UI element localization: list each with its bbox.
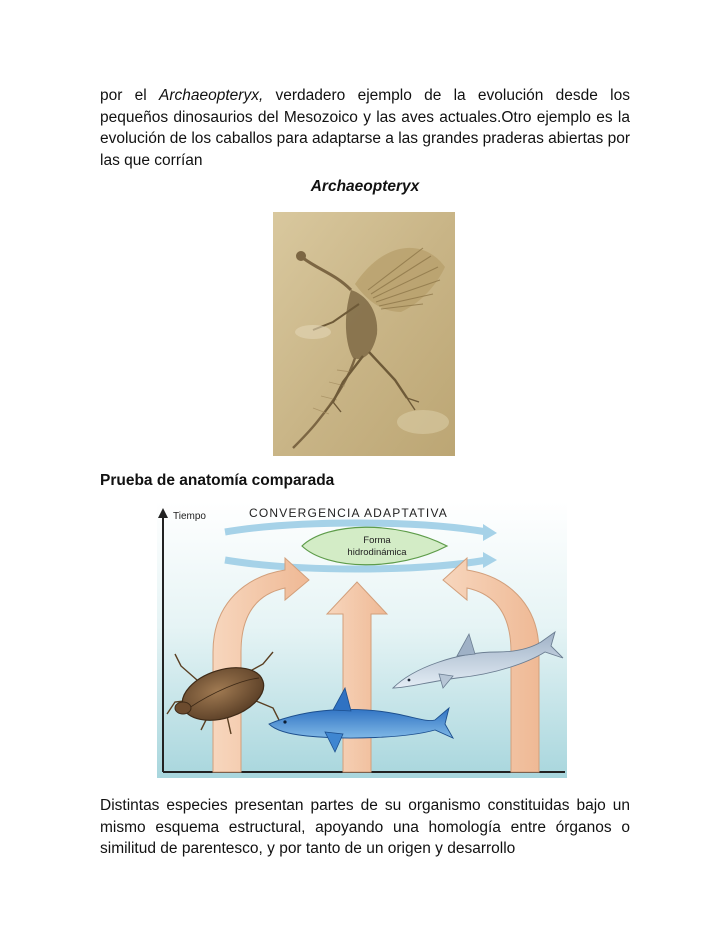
- archaeopteryx-italic: Archaeopteryx,: [159, 87, 264, 104]
- section-heading: Prueba de anatomía comparada: [100, 472, 335, 489]
- intro-prefix: por el: [100, 87, 159, 104]
- fossil-skull: [296, 251, 306, 261]
- convergence-diagram: [157, 502, 567, 778]
- outro-paragraph: Distintas especies presentan partes de su organismo constituidas bajo un mismo esquema estructural, apoyando una homología entre órganos o similitud de parentesco, y por tanto de un origen y desarrollo: [100, 797, 630, 857]
- archaeopteryx-fossil-image: [273, 212, 455, 456]
- time-axis-label: Tiempo: [173, 511, 206, 522]
- intro-paragraph: [100, 85, 630, 171]
- intro-rest: verdadero ejemplo de la evolución desde los pequeños dinosaurios del Mesozoico y las aves actuales.Otro ejemplo es la evolución de los caballos para adaptarse a las grandes praderas abiertas por las que corrían: [100, 87, 630, 169]
- shape-label-line1: Forma: [363, 535, 391, 546]
- shape-label-line2: hidrodinámica: [347, 547, 407, 558]
- diagram-title: CONVERGENCIA ADAPTATIVA: [249, 506, 448, 520]
- figure-title: Archaeopteryx: [310, 178, 420, 195]
